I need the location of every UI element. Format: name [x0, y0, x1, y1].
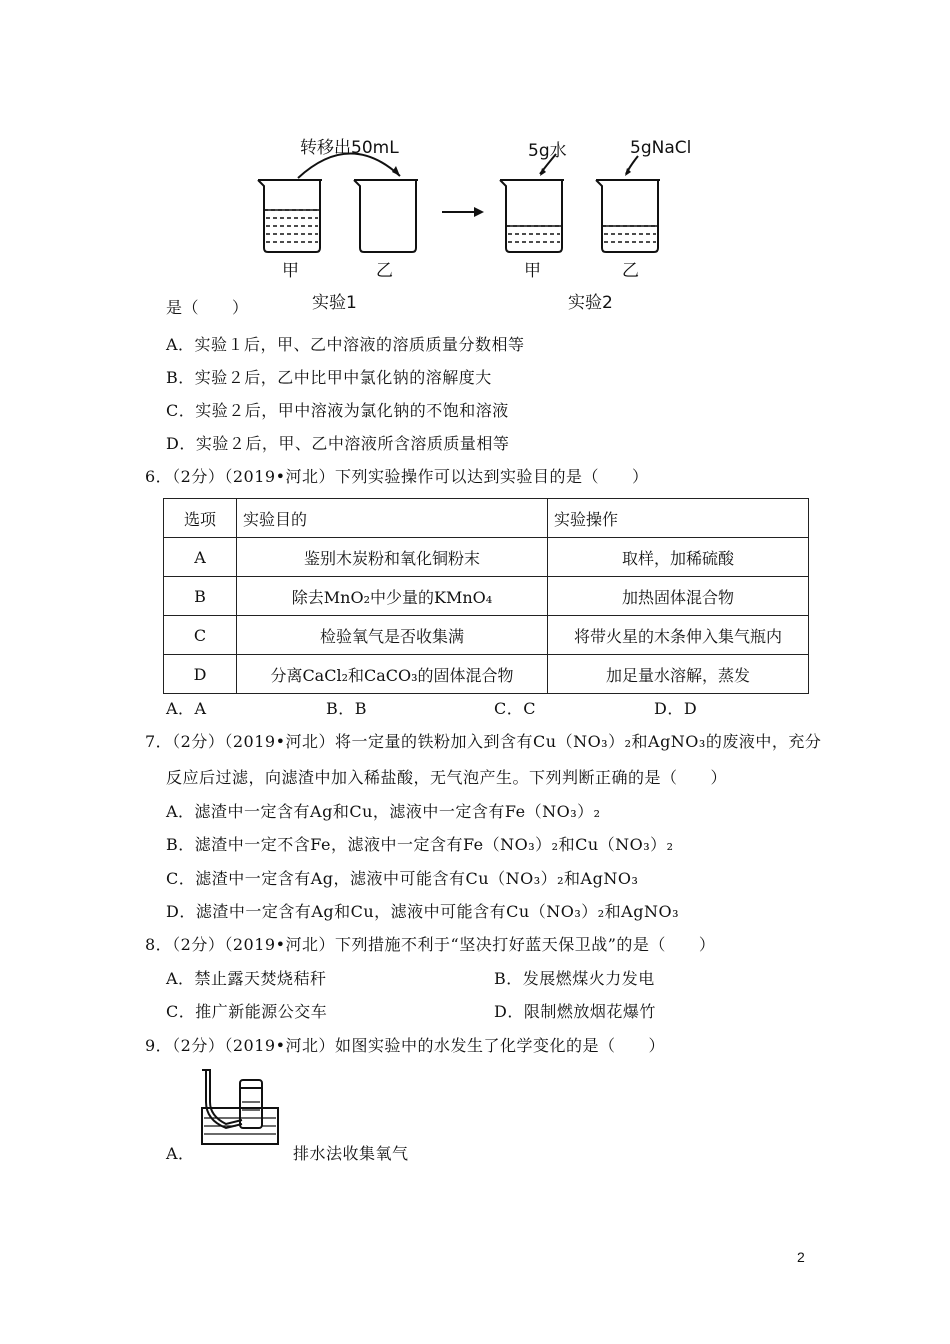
row-purpose: 除去MnO₂中少量的KMnO₄	[237, 577, 548, 616]
q7-stem-line1: 7．（2分）（2019•河北）将一定量的铁粉加入到含有Cu（NO₃）₂和AgNO₃的废液中，充分	[145, 732, 822, 751]
jia-label-1: 甲	[282, 261, 299, 281]
row-operation: 加足量水溶解，蒸发	[548, 655, 809, 694]
exp2-label: 实验2	[568, 293, 613, 313]
q9-option-a-caption: 排水法收集氧气	[293, 1144, 409, 1163]
q7-option-a: A．滤渣中一定含有Ag和Cu，滤液中一定含有Fe（NO₃）₂	[166, 802, 601, 821]
row-operation: 将带火星的木条伸入集气瓶内	[548, 616, 809, 655]
q9-option-a-letter: A．	[166, 1144, 195, 1163]
row-operation: 取样，加稀硫酸	[548, 538, 809, 577]
table-row	[164, 577, 809, 616]
header-operation: 实验操作	[548, 499, 809, 538]
exp1-label: 实验1	[312, 293, 357, 313]
q5-option-c: C．实验２后，甲中溶液为氯化钠的不饱和溶液	[166, 401, 509, 420]
q5-option-d: D．实验２后，甲、乙中溶液所含溶质质量相等	[166, 434, 510, 453]
transfer-label: 转移出50mL	[300, 138, 399, 158]
row-option: B	[164, 577, 237, 616]
row-purpose: 检验氧气是否收集满	[237, 616, 548, 655]
q8-option-b: B．发展燃煤火力发电	[494, 969, 655, 988]
row-purpose: 分离CaCl₂和CaCO₃的固体混合物	[237, 655, 548, 694]
experiment-figure	[250, 130, 700, 313]
q6-table	[163, 498, 809, 694]
beaker-jia-2	[500, 180, 562, 252]
q6-answer-d: D．D	[654, 699, 698, 718]
q7-option-c: C．滤渣中一定含有Ag，滤液中可能含有Cu（NO₃）₂和AgNO₃	[166, 869, 639, 888]
q7-option-d: D．滤渣中一定含有Ag和Cu，滤液中可能含有Cu（NO₃）₂和AgNO₃	[166, 902, 679, 921]
row-option: A	[164, 538, 237, 577]
beaker-jia-1	[258, 180, 320, 252]
beaker-yi-2	[596, 180, 658, 252]
yi-label-1: 乙	[376, 261, 393, 281]
header-option: 选项	[164, 499, 237, 538]
beaker-yi-1	[354, 180, 416, 252]
q6-answer-a: A．A	[166, 699, 207, 718]
q6-answer-b: B．B	[326, 699, 368, 718]
q5-tail: 是（ ）	[166, 298, 249, 317]
water-label: 5g水	[528, 141, 567, 161]
jia-label-2: 甲	[524, 261, 541, 281]
q5-option-a: A．实验１后，甲、乙中溶液的溶质质量分数相等	[166, 335, 525, 354]
q8-stem: 8．（2分）（2019•河北）下列措施不利于“坚决打好蓝天保卫战”的是（ ）	[145, 935, 716, 954]
q8-option-a: A．禁止露天焚烧秸秆	[166, 969, 327, 988]
row-operation: 加热固体混合物	[548, 577, 809, 616]
q7-option-b: B．滤渣中一定不含Fe，滤液中一定含有Fe（NO₃）₂和Cu（NO₃）₂	[166, 835, 674, 854]
q8-option-d: D．限制燃放烟花爆竹	[494, 1002, 656, 1021]
nacl-label: 5gNaCl	[630, 138, 692, 158]
q8-option-c: C．推广新能源公交车	[166, 1002, 328, 1021]
q6-answer-c: C．C	[494, 699, 536, 718]
q9-stem: 9．（2分）（2019•河北）如图实验中的水发生了化学变化的是（ ）	[145, 1036, 666, 1055]
table-row	[164, 538, 809, 577]
water-trough-icon	[196, 1068, 282, 1148]
q5-option-b: B．实验２后，乙中比甲中氯化钠的溶解度大	[166, 368, 492, 387]
oxygen-collection-figure	[196, 1068, 282, 1148]
q7-stem-line2: 反应后过滤，向滤渣中加入稀盐酸，无气泡产生。下列判断正确的是（ ）	[166, 768, 728, 787]
row-option: C	[164, 616, 237, 655]
table-header-row	[164, 499, 809, 538]
yi-label-2: 乙	[622, 261, 639, 281]
page-number: 2	[797, 1249, 805, 1265]
q6-stem: 6．（2分）（2019•河北）下列实验操作可以达到实验目的是（ ）	[145, 467, 649, 486]
row-option: D	[164, 655, 237, 694]
row-purpose: 鉴别木炭粉和氧化铜粉末	[237, 538, 548, 577]
header-purpose: 实验目的	[237, 499, 548, 538]
table-row	[164, 655, 809, 694]
table-row	[164, 616, 809, 655]
